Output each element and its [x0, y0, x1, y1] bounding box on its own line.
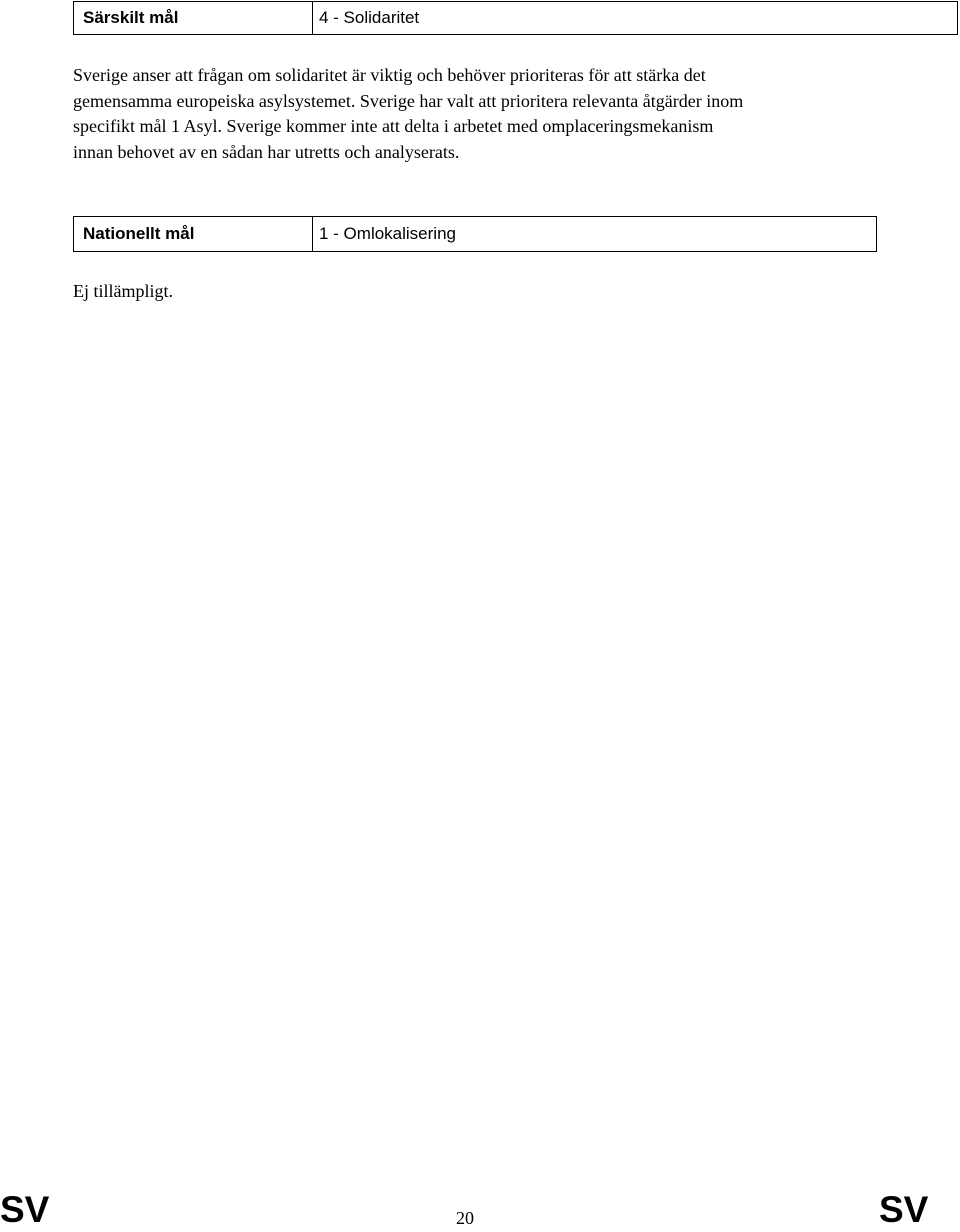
specific-objective-table	[73, 1, 958, 35]
footer-language-code-right: SV	[879, 1189, 929, 1230]
paragraph-line: Sverige anser att frågan om solidaritet är viktig och behöver prioriteras för att stärka det	[73, 65, 706, 85]
paragraph-line: specifikt mål 1 Asyl. Sverige kommer inte att delta i arbetet med omplaceringsmekanism	[73, 116, 714, 136]
national-objective-value: 1 - Omlokalisering	[319, 224, 456, 243]
not-applicable-text: Ej tillämpligt.	[73, 281, 173, 301]
page-number: 20	[456, 1208, 474, 1228]
specific-objective-value: 4 - Solidaritet	[319, 8, 420, 27]
national-objective-table	[73, 216, 877, 252]
paragraph-line: gemensamma europeiska asylsystemet. Sverige har valt att prioritera relevanta åtgärder inom	[73, 90, 744, 111]
national-objective-label: Nationellt mål	[74, 217, 313, 251]
specific-objective-label: Särskilt mål	[74, 2, 313, 34]
paragraph-line: innan behovet av en sådan har utretts och analyserats.	[73, 141, 460, 162]
solidarity-paragraph	[73, 63, 743, 165]
footer-language-code-left: SV	[0, 1189, 50, 1230]
